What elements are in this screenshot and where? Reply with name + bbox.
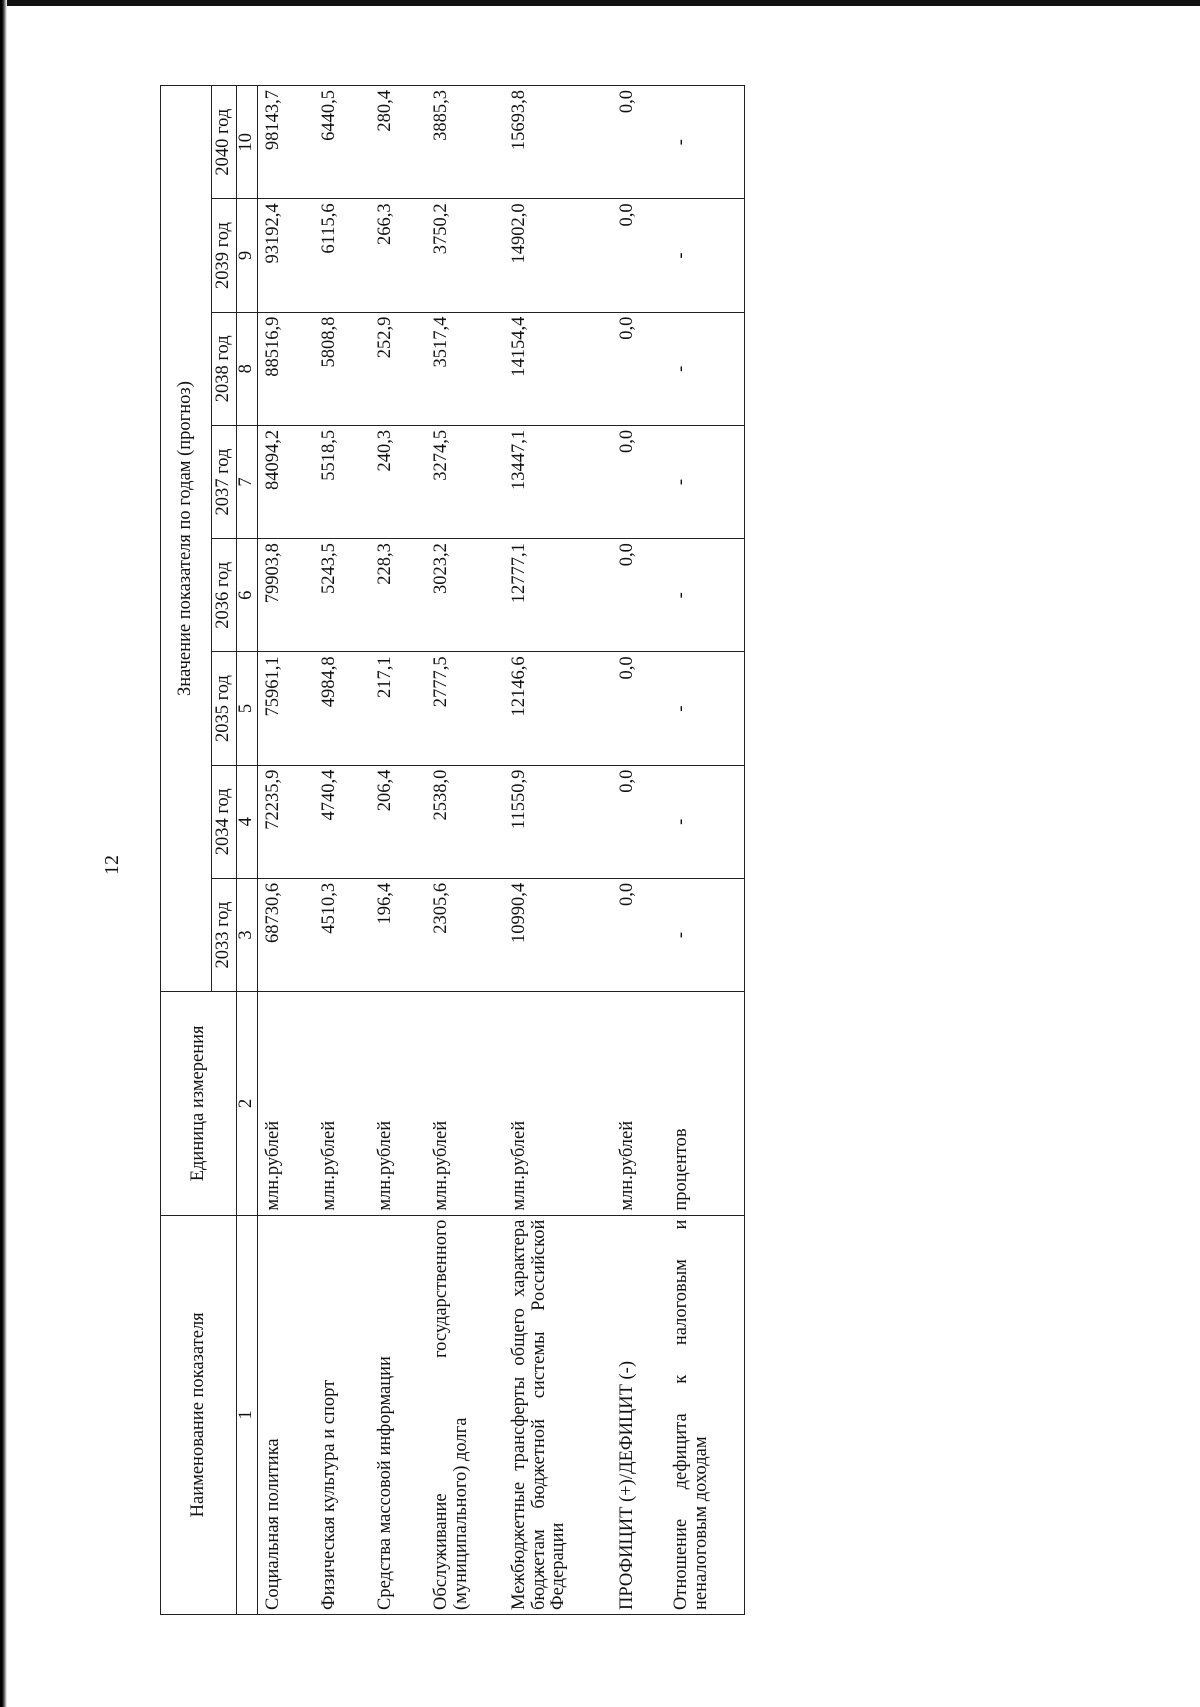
value-cell: 3885,3 xyxy=(426,86,504,199)
value-cell: 68730,6 xyxy=(258,878,315,991)
value-cell: 280,4 xyxy=(370,86,426,199)
column-number: 6 xyxy=(237,539,258,652)
header-indicator-name: Наименование показателя xyxy=(161,1215,237,1614)
value-cell: 79903,8 xyxy=(258,539,315,652)
value-cell: - xyxy=(666,199,745,312)
value-cell: - xyxy=(666,652,745,765)
indicator-name: Социальная политика xyxy=(258,1215,315,1614)
rotated-table-container xyxy=(160,85,720,1615)
value-cell: - xyxy=(666,539,745,652)
value-cell: 10990,4 xyxy=(504,878,612,991)
value-cell: 2777,5 xyxy=(426,652,504,765)
column-number: 5 xyxy=(237,652,258,765)
header-year: 2039 год xyxy=(212,199,237,312)
value-cell: 5808,8 xyxy=(314,312,370,425)
column-number: 8 xyxy=(237,312,258,425)
value-cell: 196,4 xyxy=(370,878,426,991)
table-row xyxy=(258,86,315,1615)
value-cell: 4510,3 xyxy=(314,878,370,991)
unit-cell: процентов xyxy=(666,992,745,1216)
value-cell: 0,0 xyxy=(612,765,666,878)
value-cell: - xyxy=(666,312,745,425)
value-cell: - xyxy=(666,86,745,199)
value-cell: 3023,2 xyxy=(426,539,504,652)
value-cell: 12146,6 xyxy=(504,652,612,765)
value-cell: 6440,5 xyxy=(314,86,370,199)
value-cell: 3750,2 xyxy=(426,199,504,312)
column-number: 9 xyxy=(237,199,258,312)
column-number: 3 xyxy=(237,878,258,991)
value-cell: 5243,5 xyxy=(314,539,370,652)
value-cell: 14154,4 xyxy=(504,312,612,425)
indicator-name: Межбюджетные трансферты общего характера бюджетам бюджетной системы Российской Федерации xyxy=(504,1215,612,1614)
value-cell: 93192,4 xyxy=(258,199,315,312)
value-cell: 3274,5 xyxy=(426,425,504,538)
value-cell: 3517,4 xyxy=(426,312,504,425)
forecast-table xyxy=(160,85,745,1615)
value-cell: 75961,1 xyxy=(258,652,315,765)
header-year: 2033 год xyxy=(212,878,237,991)
header-year: 2040 год xyxy=(212,86,237,199)
value-cell: - xyxy=(666,878,745,991)
header-year: 2036 год xyxy=(212,539,237,652)
indicator-name: Физическая культура и спорт xyxy=(314,1215,370,1614)
table-row xyxy=(370,86,426,1615)
unit-cell: млн.рублей xyxy=(504,992,612,1216)
header-year: 2034 год xyxy=(212,765,237,878)
value-cell: 11550,9 xyxy=(504,765,612,878)
value-cell: 0,0 xyxy=(612,652,666,765)
column-number: 7 xyxy=(237,425,258,538)
header-year: 2038 год xyxy=(212,312,237,425)
value-cell: 228,3 xyxy=(370,539,426,652)
column-number: 10 xyxy=(237,86,258,199)
value-cell: 72235,9 xyxy=(258,765,315,878)
value-cell: 217,1 xyxy=(370,652,426,765)
value-cell: 0,0 xyxy=(612,312,666,425)
value-cell: 13447,1 xyxy=(504,425,612,538)
scan-top-edge xyxy=(0,0,1200,6)
table-row xyxy=(426,86,504,1615)
indicator-name: Средства массовой информации xyxy=(370,1215,426,1614)
value-cell: 0,0 xyxy=(612,199,666,312)
unit-cell: млн.рублей xyxy=(426,992,504,1216)
indicator-name: Обслуживание государственного (муниципального) долга xyxy=(426,1215,504,1614)
table-row xyxy=(666,86,745,1615)
value-cell: 240,3 xyxy=(370,425,426,538)
header-unit: Единица измерения xyxy=(161,992,237,1216)
value-cell: - xyxy=(666,425,745,538)
value-cell: 88516,9 xyxy=(258,312,315,425)
header-year: 2037 год xyxy=(212,425,237,538)
value-cell: - xyxy=(666,765,745,878)
column-number: 4 xyxy=(237,765,258,878)
indicator-name: ПРОФИЦИТ (+)/ДЕФИЦИТ (-) xyxy=(612,1215,666,1614)
value-cell: 0,0 xyxy=(612,539,666,652)
value-cell: 14902,0 xyxy=(504,199,612,312)
table-row xyxy=(314,86,370,1615)
value-cell: 98143,7 xyxy=(258,86,315,199)
column-number: 1 xyxy=(237,1215,258,1614)
header-year: 2035 год xyxy=(212,652,237,765)
indicator-name: Отношение дефицита к налоговым и неналоговым доходам xyxy=(666,1215,745,1614)
value-cell: 84094,2 xyxy=(258,425,315,538)
table-row xyxy=(612,86,666,1615)
value-cell: 0,0 xyxy=(612,425,666,538)
scan-left-edge xyxy=(0,0,7,1707)
value-cell: 2538,0 xyxy=(426,765,504,878)
column-number: 2 xyxy=(237,992,258,1216)
unit-cell: млн.рублей xyxy=(314,992,370,1216)
value-cell: 2305,6 xyxy=(426,878,504,991)
value-cell: 0,0 xyxy=(612,878,666,991)
value-cell: 4984,8 xyxy=(314,652,370,765)
page-number: 12 xyxy=(101,855,123,875)
header-values: Значение показателя по годам (прогноз) xyxy=(161,86,212,992)
value-cell: 15693,8 xyxy=(504,86,612,199)
value-cell: 0,0 xyxy=(612,86,666,199)
value-cell: 252,9 xyxy=(370,312,426,425)
table-row xyxy=(504,86,612,1615)
value-cell: 12777,1 xyxy=(504,539,612,652)
value-cell: 4740,4 xyxy=(314,765,370,878)
unit-cell: млн.рублей xyxy=(612,992,666,1216)
value-cell: 206,4 xyxy=(370,765,426,878)
value-cell: 266,3 xyxy=(370,199,426,312)
unit-cell: млн.рублей xyxy=(370,992,426,1216)
unit-cell: млн.рублей xyxy=(258,992,315,1216)
value-cell: 6115,6 xyxy=(314,199,370,312)
value-cell: 5518,5 xyxy=(314,425,370,538)
